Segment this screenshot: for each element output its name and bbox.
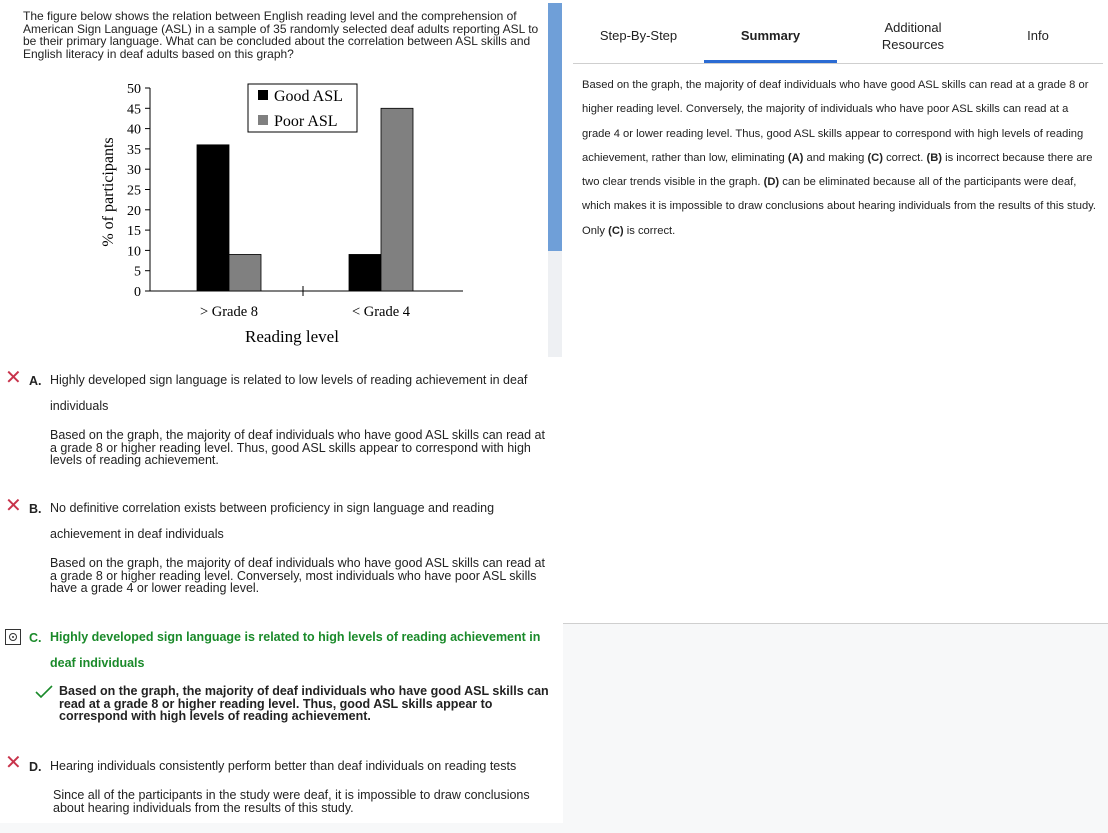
choice-text: Hearing individuals consistently perform better than deaf individuals on reading tests — [50, 759, 517, 773]
choice-text: Highly developed sign language is related to low levels of reading achievement in deaf individuals — [50, 373, 528, 413]
y-tick-label: 0 — [134, 285, 141, 300]
bar-chart — [0, 0, 548, 360]
footer-strip — [0, 823, 563, 833]
question-text: The figure below shows the relation between English reading level and the comprehension of American Sign Language (ASL) in a sample of 35 randomly selected deaf adults reporting ASL to be their primary language. What can be concluded about the correlation between ASL skills and English literacy in deaf adults based on this graph? — [23, 9, 539, 61]
x-axis-label: Reading level — [245, 327, 339, 346]
y-tick-label: 15 — [127, 224, 141, 240]
choice-explanation: Based on the graph, the majority of deaf individuals who have good ASL skills can read at a grade 8 or higher reading level. Thus, good ASL skills appear to correspond with high levels of reading achievement. — [50, 428, 545, 467]
summary-segment: correct. — [882, 151, 927, 164]
legend-swatch-good-asl — [258, 90, 268, 100]
summary-segment: can be eliminated because all of the participants were deaf, which makes it is impossible to draw conclusions about hearing individuals from the results of this study. Only — [582, 176, 1097, 237]
scrollbar[interactable] — [548, 3, 562, 357]
y-tick-label: 45 — [127, 102, 141, 118]
y-axis-label: % of participants — [100, 137, 117, 247]
choice-text: Highly developed sign language is related to high levels of reading achievement in deaf individuals — [50, 630, 541, 670]
radio-selected-icon[interactable] — [5, 629, 21, 645]
y-tick-label: 20 — [127, 203, 141, 219]
x-tick-label: < Grade 4 — [351, 304, 411, 320]
choice-letter: C. — [29, 631, 42, 645]
scrollbar-thumb[interactable] — [548, 3, 562, 251]
choice-letter: A. — [29, 374, 42, 388]
x-mark-icon: ✕ — [5, 495, 22, 517]
summary-segment: is correct. — [623, 224, 676, 237]
tab-info[interactable]: Info — [1027, 28, 1049, 43]
y-tick-label: 25 — [127, 183, 141, 199]
explanation-pane — [563, 0, 1108, 833]
bar-good-asl-2 — [349, 254, 381, 291]
active-tab-indicator — [704, 60, 837, 63]
choice-letter: B. — [29, 502, 42, 516]
bar-good-asl-1 — [197, 145, 229, 291]
tab-summary[interactable]: Summary — [740, 28, 801, 43]
x-mark-icon: ✕ — [5, 752, 22, 774]
choice-explanation: Since all of the participants in the study were deaf, it is impossible to draw conclusions about hearing individuals from the results of this study. — [53, 788, 530, 815]
y-tick-label: 10 — [127, 244, 141, 260]
x-tick-label: > Grade 8 — [199, 304, 259, 320]
choice-explanation: Based on the graph, the majority of deaf individuals who have good ASL skills can read at a grade 8 or higher reading level. Thus, good ASL skills appear to correspond with high levels of reading achievement. — [59, 684, 549, 723]
bar-poor-asl-2 — [381, 108, 413, 291]
answer-reference: (A) — [787, 151, 804, 164]
checkmark-icon — [35, 685, 53, 699]
summary-text — [582, 73, 1097, 243]
answer-reference: (B) — [926, 151, 943, 164]
choice-explanation: Based on the graph, the majority of deaf individuals who have good ASL skills can read at a grade 8 or higher reading level. Conversely, most individuals who have poor ASL skills have a grade 4 or lower reading level. — [50, 556, 545, 595]
tab-step-by-step[interactable]: Step-By-Step — [599, 28, 678, 43]
bar-poor-asl-1 — [229, 254, 261, 291]
lower-panel — [563, 624, 1108, 833]
y-tick-label: 30 — [127, 163, 141, 179]
answer-reference: (D) — [763, 176, 780, 189]
choice-text: No definitive correlation exists between proficiency in sign language and reading achievement in deaf individuals — [50, 501, 495, 541]
legend-swatch-poor-asl — [258, 115, 268, 125]
legend-label-good-asl: Good ASL — [274, 88, 343, 105]
tab-additional-resources[interactable]: Additional Resources — [881, 19, 945, 52]
answer-reference: (C) — [608, 224, 624, 237]
choice-letter: D. — [29, 760, 42, 774]
y-tick-label: 40 — [127, 122, 141, 138]
x-mark-icon: ✕ — [5, 367, 22, 389]
summary-segment: and making — [803, 151, 868, 164]
summary-segment: Based on the graph, the majority of deaf individuals who have good ASL skills can read at a grade 8 or higher reading level. Conversely, the majority of individuals who have poor ASL skills can read at a grade 4 or lower reading level. Thus, good ASL skills appear to correspond with high levels of reading achievement, rather than low, eliminating — [582, 79, 1089, 164]
answer-reference: (C) — [867, 151, 883, 164]
y-tick-label: 5 — [134, 264, 141, 280]
legend-label-poor-asl: Poor ASL — [274, 113, 338, 130]
summary-segment: is incorrect because there are two clear trends visible in the graph. — [582, 151, 1093, 189]
legend — [248, 84, 357, 132]
tab-bar — [573, 8, 1103, 64]
y-tick-label: 50 — [127, 82, 141, 97]
y-tick-label: 35 — [127, 142, 141, 158]
